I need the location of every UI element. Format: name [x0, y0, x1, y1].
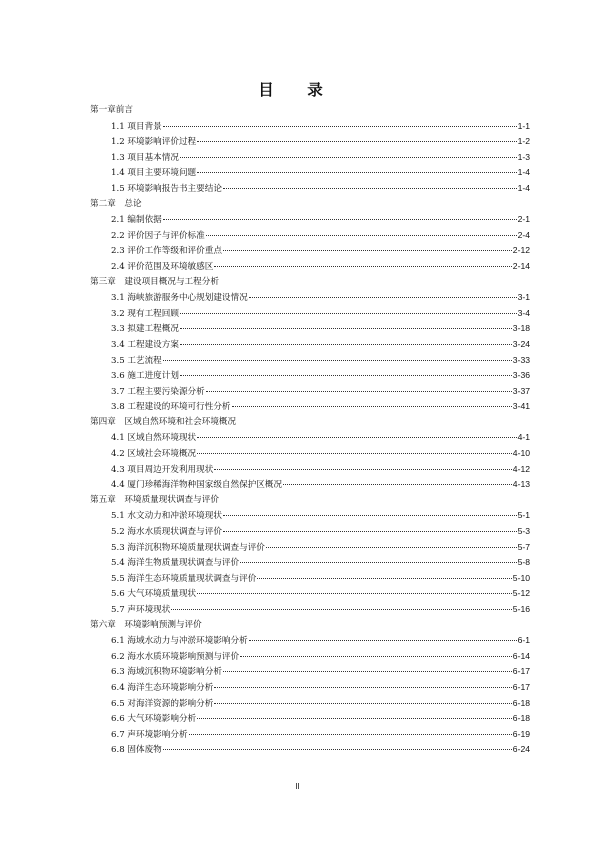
- dot-leader: [249, 289, 517, 298]
- toc-entry-page-number: 3-4: [517, 307, 530, 318]
- dot-leader: [171, 601, 511, 610]
- dot-leader: [206, 383, 512, 392]
- toc-entry-label: 1.3 项目基本情况: [111, 152, 179, 163]
- toc-entry-page-number: 2-4: [517, 229, 530, 240]
- dot-leader: [197, 710, 512, 719]
- toc-entry-label: 2.3 评价工作等级和评价重点: [111, 246, 222, 257]
- toc-entry-page-number: 2-12: [512, 245, 530, 256]
- toc-entry[interactable]: [90, 696, 530, 712]
- toc-chapter-heading[interactable]: 第三章 建设项目概况与工程分析: [90, 276, 219, 287]
- toc-entry[interactable]: [90, 430, 530, 446]
- toc-entry-label: 6.3 海域沉积物环境影响分析: [111, 667, 222, 678]
- dot-leader: [240, 648, 512, 657]
- dot-leader: [206, 227, 517, 236]
- toc-entry-label: 3.8 工程建设的环境可行性分析: [111, 402, 231, 413]
- toc-entry-label: 5.4 海洋生物质量现状调查与评价: [111, 558, 240, 569]
- toc-entry-page-number: 3-36: [512, 370, 530, 381]
- toc-entry-label: 6.1 海域水动力与冲淤环境影响分析: [111, 636, 248, 647]
- toc-entry[interactable]: [90, 649, 530, 665]
- toc-entry[interactable]: [90, 462, 530, 478]
- dot-leader: [197, 585, 512, 594]
- toc-entry[interactable]: [90, 633, 530, 649]
- toc-entry[interactable]: [90, 181, 530, 197]
- toc-entry-label: 6.4 海洋生态环境影响分析: [111, 682, 214, 693]
- toc-entry[interactable]: [90, 477, 530, 493]
- toc-entry[interactable]: [90, 337, 530, 353]
- toc-entry-page-number: 5-16: [512, 604, 530, 614]
- toc-entry[interactable]: [90, 368, 530, 384]
- toc-entry-label: 3.1 海峡旅游服务中心规划建设情况: [111, 293, 248, 304]
- dot-leader: [223, 242, 512, 251]
- toc-entry-label: 2.2 评价因子与评价标准: [111, 230, 205, 241]
- toc-entry-page-number: 5-10: [512, 572, 530, 583]
- toc-chapter-heading[interactable]: 第六章 环境影响预测与评价: [90, 619, 202, 630]
- toc-entry[interactable]: [90, 680, 530, 696]
- toc-entry-label: 4.4 厦门珍稀海洋物种国家级自然保护区概况: [111, 480, 283, 491]
- toc-entry-label: 5.1 水文动力和冲淤环境现状: [111, 511, 222, 522]
- toc-entry-label: 6.7 声环境影响分析: [111, 729, 188, 740]
- dot-leader: [180, 149, 517, 158]
- toc-chapter-heading[interactable]: 第二章 总论: [90, 198, 142, 209]
- toc-entry[interactable]: [90, 602, 530, 618]
- toc-entry-label: 3.5 工艺流程: [111, 355, 162, 366]
- dot-leader: [214, 679, 511, 688]
- toc-entry-label: 4.1 区域自然环境现状: [111, 433, 197, 444]
- toc-entry-label: 4.2 区域社会环境概况: [111, 449, 197, 460]
- toc-entry-page-number: 1-4: [517, 167, 530, 178]
- toc-entry-label: 2.1 编制依据: [111, 215, 162, 226]
- toc-entry[interactable]: [90, 165, 530, 181]
- toc-entry[interactable]: [90, 555, 530, 571]
- toc-entry[interactable]: [90, 727, 530, 743]
- dot-leader: [223, 507, 517, 516]
- toc-entry-page-number: 6-14: [512, 650, 530, 661]
- toc-entry-page-number: 3-41: [512, 401, 530, 412]
- toc-entry[interactable]: [90, 742, 530, 758]
- dot-leader: [180, 320, 512, 329]
- toc-entry[interactable]: [90, 353, 530, 369]
- toc-entry-page-number: 2-14: [512, 260, 530, 271]
- toc-entry-page-number: 5-7: [517, 541, 530, 552]
- toc-entry-label: 5.3 海洋沉积物环境质量现状调查与评价: [111, 542, 265, 553]
- toc-entry-page-number: 6-1: [517, 635, 530, 646]
- dot-leader: [223, 663, 512, 672]
- toc-entry-page-number: 6-18: [512, 697, 530, 708]
- table-of-contents: [90, 103, 530, 758]
- toc-entry-page-number: 4-12: [512, 463, 530, 474]
- toc-entry-label: 5.2 海水水质现状调查与评价: [111, 527, 222, 538]
- toc-entry-page-number: 2-1: [517, 214, 530, 225]
- toc-entry-page-number: 5-1: [517, 510, 530, 521]
- toc-entry-label: 1.2 环境影响评价过程: [111, 137, 197, 148]
- toc-entry-label: 6.6 大气环境影响分析: [111, 714, 197, 725]
- toc-entry-label: 1.1 项目背景: [111, 121, 162, 132]
- toc-entry[interactable]: [90, 228, 530, 244]
- toc-entry[interactable]: [90, 664, 530, 680]
- dot-leader: [197, 445, 512, 454]
- toc-entry-page-number: 3-24: [512, 338, 530, 349]
- toc-entry-page-number: 5-8: [517, 557, 530, 568]
- toc-entry-page-number: 5-3: [517, 526, 530, 537]
- dot-leader: [180, 367, 512, 376]
- toc-chapter-heading[interactable]: 第一章前言: [90, 105, 133, 115]
- toc-entry[interactable]: [90, 540, 530, 556]
- dot-leader: [214, 258, 511, 267]
- toc-entry-page-number: 6-24: [512, 744, 530, 755]
- toc-entry-label: 5.7 声环境现状: [111, 605, 171, 615]
- toc-entry-page-number: 4-10: [512, 448, 530, 459]
- toc-entry-label: 3.6 施工进度计划: [111, 371, 179, 382]
- toc-entry[interactable]: [90, 571, 530, 587]
- toc-entry[interactable]: [90, 119, 530, 135]
- toc-entry-label: 5.5 海洋生态环境质量现状调查与评价: [111, 573, 257, 584]
- dot-leader: [180, 305, 517, 314]
- toc-entry[interactable]: [90, 321, 530, 337]
- toc-entry-page-number: 5-12: [512, 588, 530, 599]
- toc-entry-page-number: 1-3: [517, 151, 530, 162]
- toc-entry-label: 6.2 海水水质环境影响预测与评价: [111, 651, 240, 662]
- toc-entry[interactable]: [90, 508, 530, 524]
- toc-entry-page-number: 1-4: [517, 182, 530, 193]
- dot-leader: [240, 554, 516, 563]
- toc-entry[interactable]: [90, 290, 530, 306]
- toc-entry[interactable]: [90, 446, 530, 462]
- toc-title: 目 录: [258, 81, 337, 99]
- toc-entry[interactable]: [90, 134, 530, 150]
- toc-entry[interactable]: [90, 212, 530, 228]
- page-number: II: [295, 782, 300, 791]
- dot-leader: [197, 164, 516, 173]
- toc-entry-page-number: 3-1: [517, 292, 530, 303]
- toc-entry-label: 6.5 对海洋资源的影响分析: [111, 698, 214, 709]
- toc-entry-label: 1.5 环境影响报告书主要结论: [111, 183, 222, 194]
- toc-entry-label: 2.4 评价范围及环境敏感区: [111, 261, 214, 272]
- dot-leader: [197, 133, 516, 142]
- toc-entry-page-number: 6-17: [512, 666, 530, 677]
- dot-leader: [163, 211, 517, 220]
- dot-leader: [163, 741, 512, 750]
- toc-entry-page-number: 4-13: [512, 479, 530, 490]
- toc-entry-label: 4.3 项目周边开发利用现状: [111, 464, 214, 475]
- dot-leader: [232, 398, 512, 407]
- toc-entry-page-number: 1-1: [517, 120, 530, 131]
- toc-chapter-heading[interactable]: 第四章 区域自然环境和社会环境概况: [90, 416, 237, 427]
- toc-entry[interactable]: [90, 306, 530, 322]
- dot-leader: [257, 570, 511, 579]
- toc-entry-label: 1.4 项目主要环境问题: [111, 168, 197, 179]
- dot-leader: [214, 695, 511, 704]
- dot-leader: [163, 352, 512, 361]
- dot-leader: [249, 632, 517, 641]
- dot-leader: [214, 461, 511, 470]
- toc-entry[interactable]: [90, 243, 530, 259]
- toc-entry-page-number: 3-33: [512, 354, 530, 365]
- toc-entry[interactable]: [90, 711, 530, 727]
- toc-entry[interactable]: [90, 150, 530, 166]
- toc-entry-label: 5.6 大气环境质量现状: [111, 589, 197, 600]
- toc-entry[interactable]: [90, 384, 530, 400]
- dot-leader: [189, 726, 512, 735]
- toc-entry-label: 3.4 工程建设方案: [111, 339, 179, 350]
- toc-entry-label: 3.2 现有工程回顾: [111, 308, 179, 319]
- toc-entry-page-number: 6-17: [512, 681, 530, 692]
- toc-entry-page-number: 4-1: [517, 432, 530, 443]
- toc-entry-page-number: 6-19: [512, 728, 530, 739]
- toc-entry-page-number: 6-18: [512, 713, 530, 724]
- dot-leader: [197, 429, 516, 438]
- toc-entry-label: 3.3 拟建工程概况: [111, 324, 179, 335]
- toc-entry[interactable]: [90, 524, 530, 540]
- toc-entry-page-number: 3-37: [512, 385, 530, 396]
- toc-entry[interactable]: [90, 259, 530, 275]
- toc-entry[interactable]: [90, 399, 530, 415]
- dot-leader: [163, 118, 517, 127]
- toc-entry-page-number: 3-18: [512, 323, 530, 334]
- toc-entry-label: 6.8 固体废物: [111, 745, 162, 756]
- toc-chapter-heading[interactable]: 第五章 环境质量现状调查与评价: [90, 494, 219, 505]
- toc-entry[interactable]: [90, 586, 530, 602]
- toc-entry-page-number: 1-2: [517, 136, 530, 147]
- dot-leader: [223, 523, 517, 532]
- dot-leader: [223, 180, 517, 189]
- dot-leader: [283, 476, 512, 485]
- toc-entry-label: 3.7 工程主要污染源分析: [111, 386, 205, 397]
- dot-leader: [180, 336, 512, 345]
- dot-leader: [266, 539, 517, 548]
